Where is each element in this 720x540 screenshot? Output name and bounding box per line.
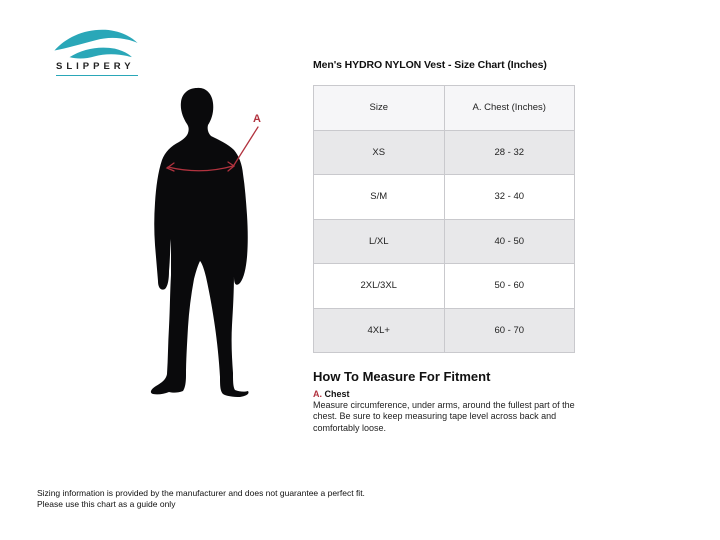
- size-chart-table: [313, 85, 575, 353]
- table-row: [314, 175, 575, 220]
- table-row: [314, 264, 575, 309]
- size-cell: S/M: [314, 175, 445, 220]
- brand-logo: [50, 26, 142, 76]
- measurement-description: Measure circumference, under arms, around the fullest part of the chest. Be sure to keep measuring tape level across back and comfortably loose.: [313, 400, 575, 433]
- chest-cell: 60 - 70: [444, 308, 575, 353]
- chest-cell: 50 - 60: [444, 264, 575, 309]
- measurement-figure: [146, 87, 266, 397]
- page-title: Men's HYDRO NYLON Vest - Size Chart (Inches): [313, 59, 547, 71]
- body-silhouette-icon: [146, 87, 266, 397]
- disclaimer-text: [37, 488, 365, 510]
- disclaimer-line-2: Please use this chart as a guide only: [37, 499, 176, 510]
- size-cell: 2XL/3XL: [314, 264, 445, 309]
- chest-cell: 40 - 50: [444, 219, 575, 264]
- chest-cell: 32 - 40: [444, 175, 575, 220]
- disclaimer-line-1: Sizing information is provided by the manufacturer and does not guarantee a perfect fit.: [37, 488, 365, 498]
- chest-annotation-label: A: [253, 113, 261, 125]
- brand-underline: [56, 75, 138, 76]
- size-cell: L/XL: [314, 219, 445, 264]
- measurement-letter: A.: [313, 389, 322, 399]
- table-row: [314, 308, 575, 353]
- brand-name: SLIPPERY: [56, 61, 135, 72]
- how-to-measure-section: [313, 369, 576, 434]
- size-cell: XS: [314, 130, 445, 175]
- wave-logo-icon: [50, 26, 142, 60]
- column-header-chest: A. Chest (Inches): [444, 86, 575, 131]
- size-chart-panel: [313, 59, 576, 434]
- table-row: [314, 219, 575, 264]
- chest-cell: 28 - 32: [444, 130, 575, 175]
- measurement-label: [313, 389, 576, 399]
- column-header-size: Size: [314, 86, 445, 131]
- table-row: [314, 130, 575, 175]
- size-cell: 4XL+: [314, 308, 445, 353]
- measurement-name: Chest: [324, 389, 350, 399]
- how-to-measure-heading: How To Measure For Fitment: [313, 369, 491, 384]
- table-header-row: [314, 86, 575, 131]
